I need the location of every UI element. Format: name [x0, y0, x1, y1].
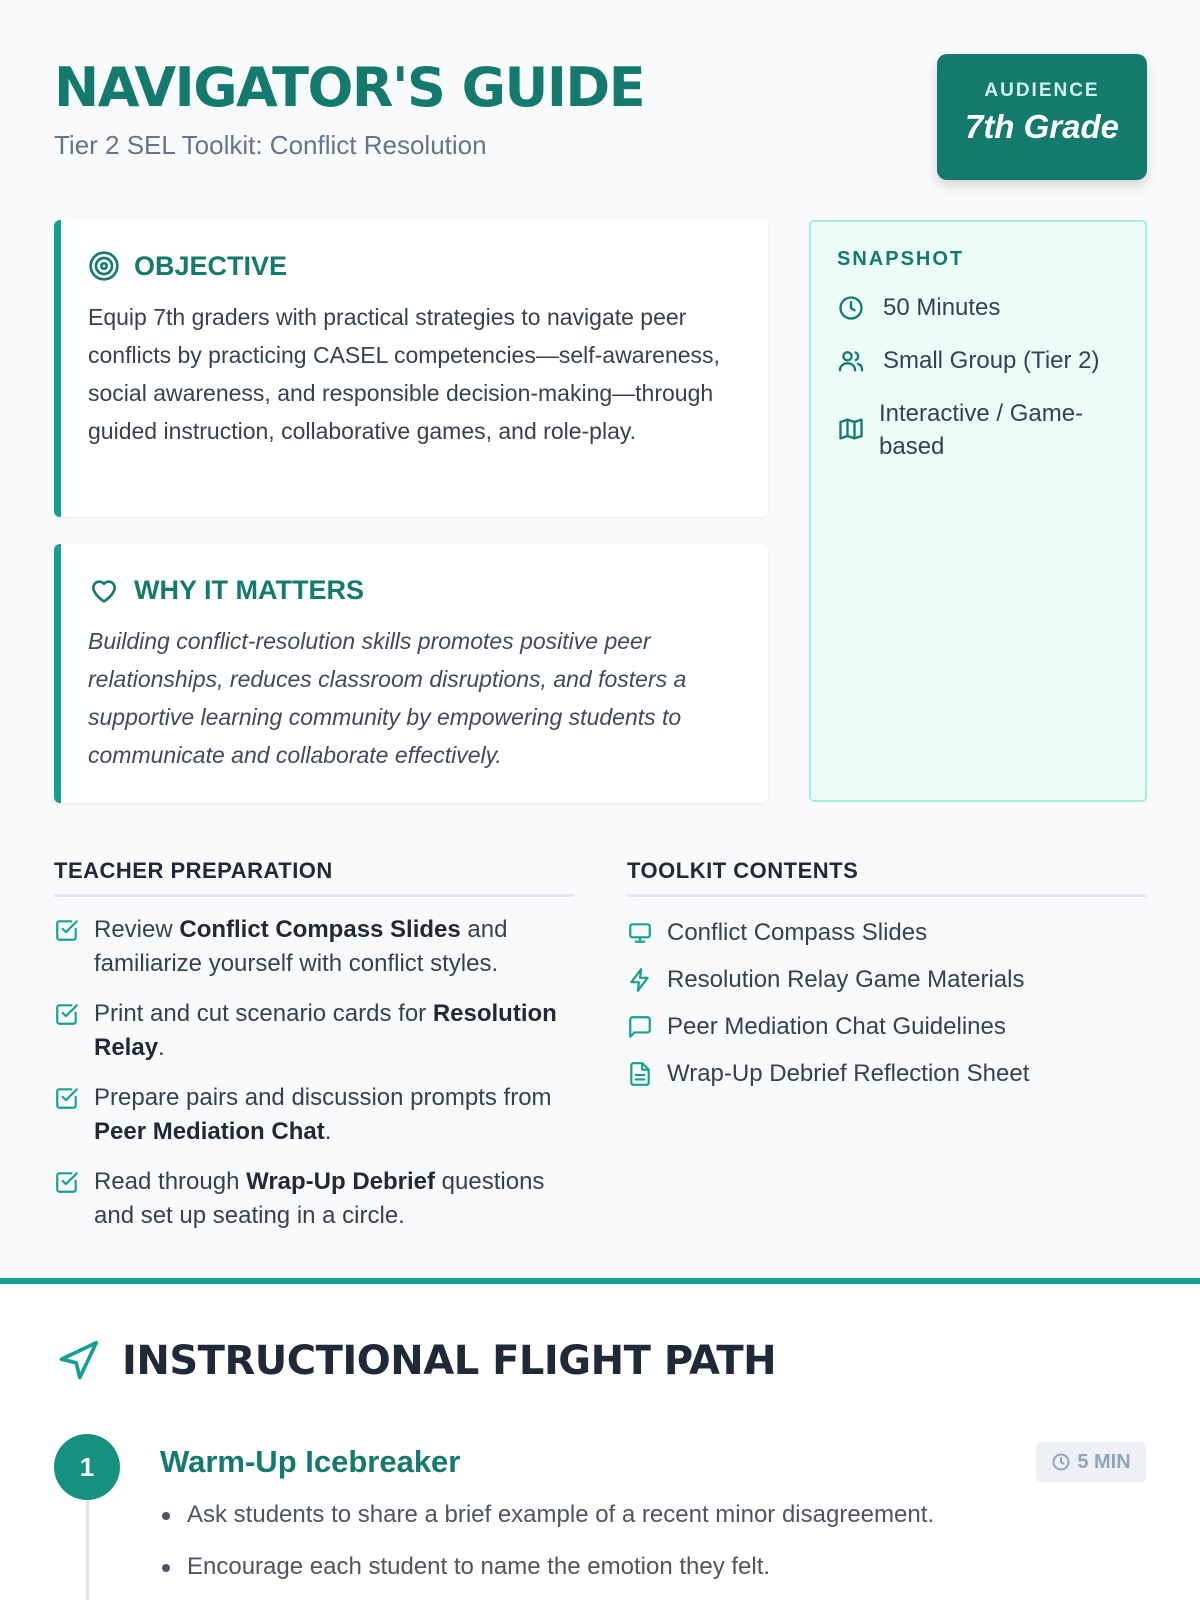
prep-item-text: Prepare pairs and discussion prompts from Peer Mediation Chat.: [94, 1084, 552, 1145]
toolkit-item-label: Conflict Compass Slides: [667, 919, 928, 946]
clock-icon: [1051, 1452, 1071, 1472]
monitor-icon: [627, 920, 653, 946]
why-text: Building conflict-resolution skills promotes positive peer relationships, reduces classroom disruptions, and fosters a supportive learning community by empowering students to communicate and collaborate effectively.: [88, 628, 687, 768]
flight-path-header: [56, 1338, 776, 1384]
toolkit-contents-title: TOOLKIT CONTENTS: [627, 858, 1147, 897]
step-time-badge: [1036, 1442, 1146, 1482]
checkbox-checked-icon: [54, 1169, 80, 1195]
chat-icon: [627, 1014, 653, 1040]
flight-path-section: [0, 1284, 1200, 1600]
toolkit-item-label: Peer Mediation Chat Guidelines: [667, 1013, 1006, 1040]
target-icon: [88, 250, 120, 282]
checkbox-checked-icon: [54, 1001, 80, 1027]
page-subtitle: Tier 2 SEL Toolkit: Conflict Resolution: [54, 130, 487, 160]
snapshot-item-format: [837, 397, 1119, 463]
users-icon: [837, 347, 865, 375]
toolkit-item-label: Wrap-Up Debrief Reflection Sheet: [667, 1060, 1030, 1087]
step-timeline-line: [86, 1500, 89, 1600]
toolkit-item: [627, 962, 1147, 997]
prep-item: [54, 1081, 574, 1149]
snapshot-item-group: [837, 344, 1119, 377]
checkbox-checked-icon: [54, 917, 80, 943]
step-number: 1: [54, 1434, 120, 1500]
toolkit-item-label: Resolution Relay Game Materials: [667, 966, 1025, 993]
prep-item-text: Review Conflict Compass Slides and familiarize yourself with conflict styles.: [94, 916, 508, 977]
map-icon: [837, 415, 865, 443]
snapshot-item-label: Small Group (Tier 2): [883, 347, 1100, 374]
teacher-preparation-title: TEACHER PREPARATION: [54, 858, 574, 897]
flight-path-title: INSTRUCTIONAL FLIGHT PATH: [122, 1338, 777, 1384]
audience-value: 7th Grade: [964, 108, 1120, 145]
step-bullet: Encourage each student to name the emotion they felt.: [160, 1550, 1120, 1584]
header: [54, 54, 1147, 184]
heart-icon: [88, 574, 120, 606]
step-bullet: Ask students to share a brief example of a recent minor disagreement.: [160, 1498, 1120, 1532]
document-icon: [627, 1061, 653, 1087]
lightning-icon: [627, 967, 653, 993]
checkbox-checked-icon: [54, 1085, 80, 1111]
snapshot-item-duration: [837, 291, 1119, 324]
teacher-preparation: [54, 858, 574, 1233]
prep-item: [54, 997, 574, 1065]
audience-label: AUDIENCE: [984, 80, 1100, 101]
objective-card: [54, 220, 768, 517]
audience-badge: [937, 54, 1147, 180]
step-time-label: 5 MIN: [1077, 1450, 1131, 1473]
snapshot-panel: [809, 220, 1147, 802]
step-title: Warm-Up Icebreaker: [160, 1444, 461, 1479]
prep-item: [54, 913, 574, 981]
objective-text: Equip 7th graders with practical strategies to navigate peer conflicts by practicing CASEL competencies—self-awareness, social awareness, and responsible decision-making—through guided instruction, collaborative games, and role-play.: [88, 304, 720, 444]
toolkit-contents: [627, 858, 1147, 1091]
prep-item-text: Read through Wrap-Up Debrief questions and set up seating in a circle.: [94, 1168, 545, 1229]
page-title: NAVIGATOR'S GUIDE: [54, 56, 645, 119]
why-title: WHY IT MATTERS: [134, 574, 364, 605]
objective-title: OBJECTIVE: [134, 250, 288, 281]
navigation-arrow-icon: [56, 1339, 100, 1383]
toolkit-item: [627, 1056, 1147, 1091]
toolkit-item: [627, 915, 1147, 950]
snapshot-item-label: 50 Minutes: [883, 294, 1001, 321]
prep-item-text: Print and cut scenario cards for Resolution Relay.: [94, 1000, 557, 1061]
prep-item: [54, 1165, 574, 1233]
toolkit-item: [627, 1009, 1147, 1044]
why-it-matters-card: [54, 544, 768, 803]
snapshot-item-label: Interactive / Game-based: [879, 400, 1084, 460]
step-bullets: [160, 1498, 1120, 1600]
snapshot-title: SNAPSHOT: [837, 248, 965, 270]
clock-icon: [837, 294, 865, 322]
